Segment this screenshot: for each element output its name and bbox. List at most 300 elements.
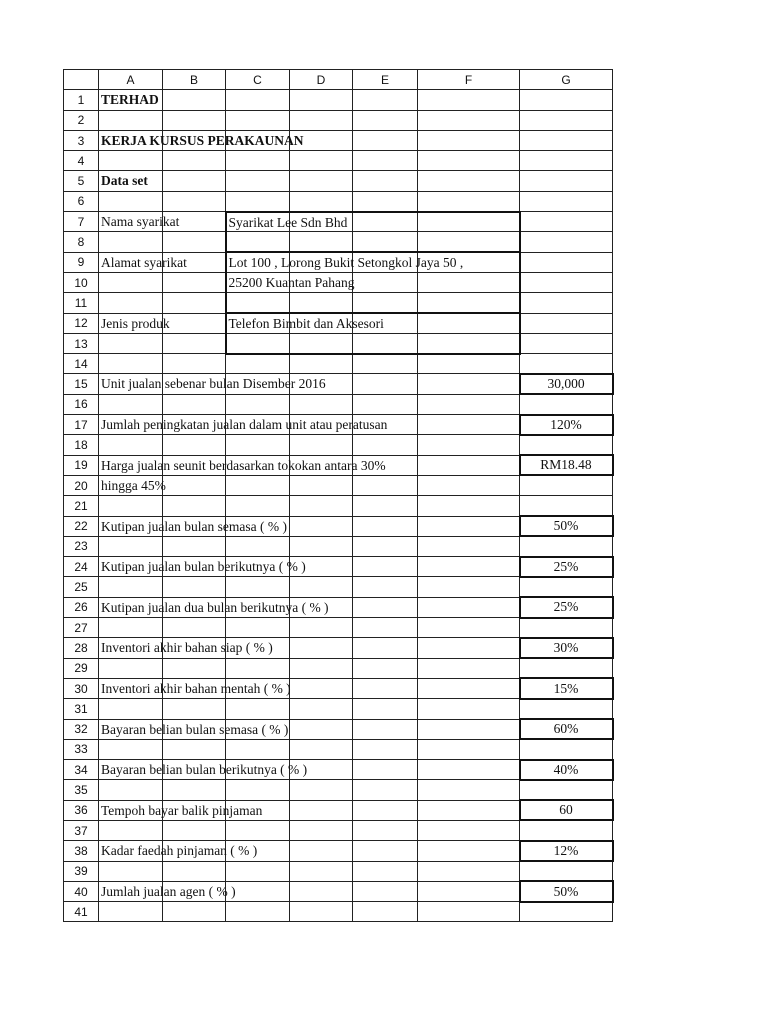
cell-e[interactable] — [353, 557, 418, 577]
cell-f[interactable] — [418, 293, 520, 313]
cell-a[interactable] — [99, 780, 163, 800]
row-number[interactable]: 18 — [64, 435, 99, 455]
cell-d[interactable] — [290, 719, 353, 739]
value-cell-g[interactable]: 60 — [520, 800, 613, 820]
cell-e[interactable] — [353, 130, 418, 150]
cell-a[interactable] — [99, 658, 163, 678]
cell-a[interactable] — [99, 293, 163, 313]
row-number[interactable]: 25 — [64, 577, 99, 597]
cell-c[interactable] — [226, 902, 290, 922]
corner-cell[interactable] — [64, 70, 99, 90]
cell-e[interactable] — [353, 536, 418, 556]
cell-c[interactable] — [226, 191, 290, 211]
cell-b[interactable] — [163, 902, 226, 922]
row-number[interactable]: 32 — [64, 719, 99, 739]
row-number[interactable]: 29 — [64, 658, 99, 678]
table-row — [64, 313, 613, 333]
cell-f[interactable] — [418, 881, 520, 901]
cell-c[interactable] — [226, 293, 290, 313]
cell-e[interactable] — [353, 841, 418, 861]
row-number[interactable]: 6 — [64, 191, 99, 211]
row-number[interactable]: 11 — [64, 293, 99, 313]
cell-f[interactable] — [418, 110, 520, 130]
cell-text: Jenis produk — [101, 315, 170, 331]
cell-d[interactable] — [290, 861, 353, 881]
cell-e[interactable] — [353, 435, 418, 455]
cell-d[interactable] — [290, 658, 353, 678]
row-number[interactable]: 8 — [64, 232, 99, 252]
cell-e[interactable] — [353, 516, 418, 536]
cell-c[interactable] — [226, 212, 348, 232]
cell-c[interactable] — [226, 333, 290, 353]
cell-b[interactable] — [163, 618, 226, 638]
cell-b[interactable] — [163, 780, 226, 800]
cell-c[interactable] — [226, 252, 464, 272]
cell-b[interactable] — [163, 496, 226, 516]
cell-e[interactable] — [353, 90, 418, 110]
cell-f[interactable] — [418, 618, 520, 638]
cell-b[interactable] — [163, 820, 226, 840]
cell-b[interactable] — [163, 435, 226, 455]
cell-f[interactable] — [418, 475, 520, 495]
row-number[interactable]: 15 — [64, 374, 99, 394]
cell-g[interactable] — [520, 354, 613, 374]
cell-a[interactable] — [99, 130, 304, 150]
cell-d[interactable] — [290, 191, 353, 211]
cell-g[interactable] — [520, 191, 613, 211]
cell-d[interactable] — [290, 354, 353, 374]
cell-a[interactable] — [99, 232, 163, 252]
cell-g[interactable] — [520, 313, 613, 333]
cell-d[interactable] — [290, 333, 353, 353]
cell-a[interactable] — [99, 374, 326, 394]
cell-f[interactable] — [418, 374, 520, 394]
cell-f[interactable] — [418, 151, 520, 171]
cell-a[interactable] — [99, 841, 258, 861]
cell-g[interactable] — [520, 820, 613, 840]
cell-d[interactable] — [290, 435, 353, 455]
cell-f[interactable] — [418, 333, 520, 353]
row-number[interactable]: 3 — [64, 130, 99, 150]
cell-b[interactable] — [163, 191, 226, 211]
cell-c[interactable] — [226, 699, 290, 719]
cell-e[interactable] — [353, 232, 418, 252]
row-number[interactable]: 39 — [64, 861, 99, 881]
row-number[interactable]: 40 — [64, 881, 99, 901]
column-header-d[interactable]: D — [290, 70, 353, 90]
cell-b[interactable] — [163, 293, 226, 313]
cell-d[interactable] — [290, 171, 353, 191]
cell-f[interactable] — [418, 313, 520, 333]
cell-g[interactable] — [520, 536, 613, 556]
cell-a[interactable] — [99, 415, 388, 435]
cell-e[interactable] — [353, 780, 418, 800]
cell-f[interactable] — [418, 130, 520, 150]
cell-e[interactable] — [353, 678, 418, 698]
cell-f[interactable] — [418, 820, 520, 840]
value-cell-g[interactable]: RM18.48 — [520, 455, 613, 475]
cell-d[interactable] — [290, 110, 353, 130]
column-header-b[interactable]: B — [163, 70, 226, 90]
cell-a[interactable] — [99, 151, 163, 171]
cell-e[interactable] — [353, 333, 418, 353]
cell-f[interactable] — [418, 536, 520, 556]
cell-f[interactable] — [418, 415, 520, 435]
row-number[interactable]: 17 — [64, 415, 99, 435]
row-number[interactable]: 12 — [64, 313, 99, 333]
cell-g[interactable] — [520, 151, 613, 171]
cell-text: Kadar faedah pinjaman ( % ) — [101, 843, 258, 859]
value-cell-g[interactable]: 30,000 — [520, 374, 613, 394]
value-cell-g[interactable]: 25% — [520, 597, 613, 617]
cell-d[interactable] — [290, 780, 353, 800]
cell-a[interactable] — [99, 618, 163, 638]
cell-g[interactable] — [520, 699, 613, 719]
row-number[interactable]: 20 — [64, 475, 99, 495]
value-cell-g[interactable]: 25% — [520, 557, 613, 577]
cell-a[interactable] — [99, 536, 163, 556]
cell-d[interactable] — [290, 293, 353, 313]
cell-c[interactable] — [226, 151, 290, 171]
row-number[interactable]: 10 — [64, 272, 99, 292]
cell-e[interactable] — [353, 658, 418, 678]
table-row — [64, 191, 613, 211]
table-row — [64, 557, 613, 577]
cell-c[interactable] — [226, 739, 290, 759]
row-number[interactable]: 41 — [64, 902, 99, 922]
cell-d[interactable] — [290, 800, 353, 820]
cell-c[interactable] — [226, 313, 384, 333]
table-row — [64, 130, 613, 150]
value-cell-g[interactable]: 12% — [520, 841, 613, 861]
cell-d[interactable] — [290, 618, 353, 638]
cell-e[interactable] — [353, 881, 418, 901]
cell-f[interactable] — [418, 800, 520, 820]
column-header-c[interactable]: C — [226, 70, 290, 90]
cell-c[interactable] — [226, 577, 290, 597]
cell-e[interactable] — [353, 110, 418, 130]
cell-f[interactable] — [418, 760, 520, 780]
cell-g[interactable] — [520, 252, 613, 272]
cell-c[interactable] — [226, 354, 290, 374]
table-row — [64, 272, 613, 292]
cell-b[interactable] — [163, 313, 226, 333]
table-row — [64, 881, 613, 901]
cell-f[interactable] — [418, 739, 520, 759]
cell-c[interactable] — [226, 861, 290, 881]
cell-b[interactable] — [163, 272, 226, 292]
cell-g[interactable] — [520, 171, 613, 191]
cell-g[interactable] — [520, 333, 613, 353]
cell-e[interactable] — [353, 354, 418, 374]
cell-b[interactable] — [163, 536, 226, 556]
cell-e[interactable] — [353, 191, 418, 211]
cell-g[interactable] — [520, 739, 613, 759]
cell-d[interactable] — [290, 881, 353, 901]
row-number[interactable]: 33 — [64, 739, 99, 759]
row-number[interactable]: 36 — [64, 800, 99, 820]
cell-a[interactable] — [99, 557, 306, 577]
cell-e[interactable] — [353, 699, 418, 719]
cell-d[interactable] — [290, 90, 353, 110]
cell-d[interactable] — [290, 902, 353, 922]
cell-a[interactable] — [99, 739, 163, 759]
row-number[interactable]: 1 — [64, 90, 99, 110]
cell-f[interactable] — [418, 658, 520, 678]
cell-d[interactable] — [290, 638, 353, 658]
cell-d[interactable] — [290, 699, 353, 719]
cell-a[interactable] — [99, 820, 163, 840]
cell-d[interactable] — [290, 577, 353, 597]
cell-f[interactable] — [418, 557, 520, 577]
cell-g[interactable] — [520, 394, 613, 414]
cell-d[interactable] — [290, 151, 353, 171]
value-cell-g[interactable]: 50% — [520, 881, 613, 901]
cell-a[interactable] — [99, 354, 163, 374]
cell-a[interactable] — [99, 455, 386, 475]
cell-b[interactable] — [163, 699, 226, 719]
cell-g[interactable] — [520, 902, 613, 922]
cell-b[interactable] — [163, 333, 226, 353]
row-number[interactable]: 22 — [64, 516, 99, 536]
cell-a[interactable] — [99, 496, 163, 516]
cell-c[interactable] — [226, 110, 290, 130]
cell-b[interactable] — [163, 232, 226, 252]
cell-c[interactable] — [226, 658, 290, 678]
row-number[interactable]: 19 — [64, 455, 99, 475]
cell-f[interactable] — [418, 272, 520, 292]
cell-a[interactable] — [99, 881, 236, 901]
cell-f[interactable] — [418, 435, 520, 455]
cell-g[interactable] — [520, 130, 613, 150]
cell-g[interactable] — [520, 272, 613, 292]
cell-g[interactable] — [520, 658, 613, 678]
cell-c[interactable] — [226, 232, 290, 252]
cell-d[interactable] — [290, 516, 353, 536]
cell-e[interactable] — [353, 618, 418, 638]
cell-a[interactable] — [99, 638, 273, 658]
cell-g[interactable] — [520, 780, 613, 800]
row-number[interactable]: 37 — [64, 820, 99, 840]
cell-f[interactable] — [418, 212, 520, 232]
row-number[interactable]: 35 — [64, 780, 99, 800]
cell-g[interactable] — [520, 496, 613, 516]
cell-g[interactable] — [520, 232, 613, 252]
cell-c[interactable] — [226, 496, 290, 516]
cell-f[interactable] — [418, 841, 520, 861]
cell-f[interactable] — [418, 597, 520, 617]
cell-d[interactable] — [290, 232, 353, 252]
cell-f[interactable] — [418, 577, 520, 597]
cell-e[interactable] — [353, 293, 418, 313]
cell-b[interactable] — [163, 739, 226, 759]
row-number[interactable]: 28 — [64, 638, 99, 658]
cell-c[interactable] — [226, 171, 290, 191]
row-number[interactable]: 30 — [64, 678, 99, 698]
cell-f[interactable] — [418, 861, 520, 881]
row-number[interactable]: 34 — [64, 760, 99, 780]
cell-d[interactable] — [290, 475, 353, 495]
row-number[interactable]: 26 — [64, 597, 99, 617]
value-cell-g[interactable]: 50% — [520, 516, 613, 536]
cell-e[interactable] — [353, 800, 418, 820]
cell-e[interactable] — [353, 151, 418, 171]
cell-g[interactable] — [520, 475, 613, 495]
cell-f[interactable] — [418, 719, 520, 739]
cell-e[interactable] — [353, 374, 418, 394]
row-number[interactable]: 5 — [64, 171, 99, 191]
cell-e[interactable] — [353, 719, 418, 739]
cell-a[interactable] — [99, 394, 163, 414]
cell-e[interactable] — [353, 577, 418, 597]
cell-f[interactable] — [418, 394, 520, 414]
cell-d[interactable] — [290, 496, 353, 516]
cell-g[interactable] — [520, 618, 613, 638]
cell-c[interactable] — [226, 475, 290, 495]
cell-c[interactable] — [226, 536, 290, 556]
cell-b[interactable] — [163, 151, 226, 171]
cell-a[interactable] — [99, 902, 163, 922]
cell-e[interactable] — [353, 760, 418, 780]
cell-a[interactable] — [99, 212, 180, 232]
column-header-e[interactable]: E — [353, 70, 418, 90]
cell-g[interactable] — [520, 90, 613, 110]
cell-a[interactable] — [99, 577, 163, 597]
cell-a[interactable] — [99, 191, 163, 211]
cell-f[interactable] — [418, 516, 520, 536]
cell-e[interactable] — [353, 212, 418, 232]
cell-f[interactable] — [418, 171, 520, 191]
value-cell-g[interactable]: 60% — [520, 719, 613, 739]
cell-b[interactable] — [163, 110, 226, 130]
row-number[interactable]: 38 — [64, 841, 99, 861]
cell-e[interactable] — [353, 475, 418, 495]
cell-c[interactable] — [226, 618, 290, 638]
row-number[interactable]: 16 — [64, 394, 99, 414]
cell-d[interactable] — [290, 739, 353, 759]
cell-a[interactable] — [99, 90, 163, 110]
table-row — [64, 496, 613, 516]
cell-f[interactable] — [418, 902, 520, 922]
cell-g[interactable] — [520, 212, 613, 232]
cell-a[interactable] — [99, 333, 163, 353]
cell-b[interactable] — [163, 861, 226, 881]
row-number[interactable]: 27 — [64, 618, 99, 638]
column-header-g[interactable]: G — [520, 70, 613, 90]
cell-e[interactable] — [353, 820, 418, 840]
row-number[interactable]: 21 — [64, 496, 99, 516]
cell-c[interactable] — [226, 90, 290, 110]
cell-g[interactable] — [520, 110, 613, 130]
cell-g[interactable] — [520, 435, 613, 455]
cell-c[interactable] — [226, 780, 290, 800]
row-number[interactable]: 7 — [64, 212, 99, 232]
cell-a[interactable] — [99, 252, 187, 272]
table-row — [64, 638, 613, 658]
row-number[interactable]: 4 — [64, 151, 99, 171]
cell-a[interactable] — [99, 760, 308, 780]
cell-e[interactable] — [353, 638, 418, 658]
cell-d[interactable] — [290, 394, 353, 414]
cell-f[interactable] — [418, 455, 520, 475]
cell-a[interactable] — [99, 861, 163, 881]
cell-b[interactable] — [163, 658, 226, 678]
cell-b[interactable] — [163, 90, 226, 110]
cell-b[interactable] — [163, 171, 226, 191]
column-header-a[interactable]: A — [99, 70, 163, 90]
cell-c[interactable] — [226, 435, 290, 455]
cell-d[interactable] — [290, 536, 353, 556]
cell-f[interactable] — [418, 699, 520, 719]
cell-g[interactable] — [520, 293, 613, 313]
cell-a[interactable] — [99, 313, 170, 333]
row-number[interactable]: 2 — [64, 110, 99, 130]
row-number[interactable]: 23 — [64, 536, 99, 556]
row-number[interactable]: 31 — [64, 699, 99, 719]
cell-c[interactable] — [226, 394, 290, 414]
cell-g[interactable] — [520, 577, 613, 597]
cell-e[interactable] — [353, 272, 418, 292]
value-cell-g[interactable]: 40% — [520, 760, 613, 780]
cell-e[interactable] — [353, 861, 418, 881]
value-cell-g[interactable]: 15% — [520, 678, 613, 698]
column-header-f[interactable]: F — [418, 70, 520, 90]
cell-a[interactable] — [99, 678, 291, 698]
cell-e[interactable] — [353, 902, 418, 922]
cell-c[interactable] — [226, 820, 290, 840]
cell-b[interactable] — [163, 577, 226, 597]
cell-f[interactable] — [418, 354, 520, 374]
cell-a[interactable] — [99, 699, 163, 719]
cell-f[interactable] — [418, 232, 520, 252]
cell-a[interactable] — [99, 475, 166, 495]
cell-a[interactable] — [99, 272, 163, 292]
cell-d[interactable] — [290, 841, 353, 861]
cell-f[interactable] — [418, 780, 520, 800]
cell-a[interactable] — [99, 597, 329, 617]
cell-b[interactable] — [163, 475, 226, 495]
row-number[interactable]: 13 — [64, 333, 99, 353]
cell-d[interactable] — [290, 678, 353, 698]
cell-a[interactable] — [99, 719, 289, 739]
cell-f[interactable] — [418, 191, 520, 211]
row-number[interactable]: 14 — [64, 354, 99, 374]
value-cell-g[interactable]: 30% — [520, 638, 613, 658]
cell-d[interactable] — [290, 820, 353, 840]
cell-f[interactable] — [418, 678, 520, 698]
cell-e[interactable] — [353, 739, 418, 759]
cell-b[interactable] — [163, 394, 226, 414]
cell-e[interactable] — [353, 171, 418, 191]
cell-a[interactable] — [99, 110, 163, 130]
cell-a[interactable] — [99, 171, 163, 191]
cell-e[interactable] — [353, 496, 418, 516]
cell-g[interactable] — [520, 861, 613, 881]
cell-a[interactable] — [99, 435, 163, 455]
cell-c[interactable] — [226, 272, 355, 292]
cell-e[interactable] — [353, 394, 418, 414]
cell-a[interactable] — [99, 800, 263, 820]
value-cell-g[interactable]: 120% — [520, 415, 613, 435]
cell-b[interactable] — [163, 354, 226, 374]
cell-a[interactable] — [99, 516, 287, 536]
row-number[interactable]: 9 — [64, 252, 99, 272]
cell-f[interactable] — [418, 638, 520, 658]
cell-f[interactable] — [418, 90, 520, 110]
row-number[interactable]: 24 — [64, 557, 99, 577]
cell-e[interactable] — [353, 597, 418, 617]
cell-f[interactable] — [418, 496, 520, 516]
